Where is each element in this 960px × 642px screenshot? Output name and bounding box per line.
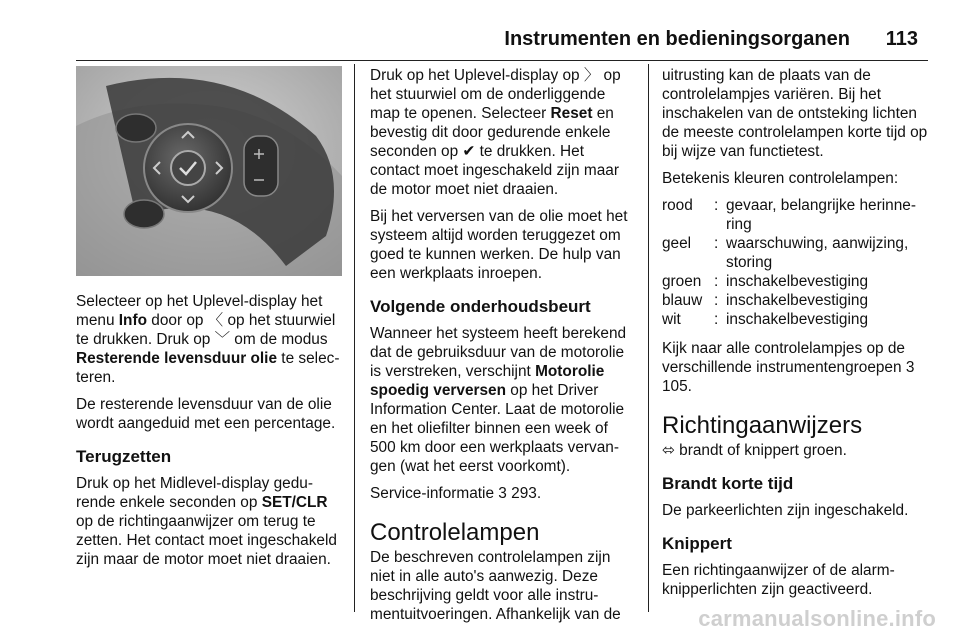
steering-wheel-controls-image xyxy=(76,66,342,276)
paragraph: uitrusting kan de plaats van de controlelampjes variëren. Bij het inschakelen van de ontsteking lichten de meeste controlelampen korte tijd op bij wijze van functietest. xyxy=(662,67,928,160)
paragraph: De beschreven controlelampen zijn niet in alle auto's aanwezig. Deze beschrijving geldt voor alle instrumentuitvoeringen. Afhankelijk van de xyxy=(370,549,621,623)
paragraph: De resterende levensduur van de olie wordt aangeduid met een percentage. xyxy=(76,396,336,432)
list-item: rood : gevaar, belangrijke herinnering xyxy=(662,197,916,233)
chapter-heading: Richtingaanwijzers xyxy=(662,412,863,439)
paragraph: Betekenis kleuren controlelampen: xyxy=(662,170,899,187)
header-divider xyxy=(76,60,928,61)
watermark: carmanualsonline.info xyxy=(698,606,936,631)
section-heading: Knippert xyxy=(662,534,732,553)
list-item: blauw : inschakelbevestiging xyxy=(662,292,869,309)
chevron-right-icon: 〉 xyxy=(583,67,600,84)
page-header xyxy=(0,18,960,58)
steering-wheel-photo-icon xyxy=(76,66,342,276)
paragraph: Druk op het Midlevel-display gedurende enkele seconden op SET/CLR op de richtingaanwijzer om terug te zetten. Het contact moet ingeschakeld zijn maar de motor moet niet draaien. xyxy=(76,475,337,568)
chevron-down-icon: ﹀ xyxy=(214,331,230,348)
paragraph: Bij het verversen van de olie moet het systeem altijd worden teruggezet om goed te kunnen werken. De hulp van een werkplaats inroepen. xyxy=(370,208,628,282)
paragraph: Selecteer op het Uplevel-display het menu Info door op 〈 op het stuurwiel te drukken. Druk op ﹀ om de modus Resterende levensduur olie te selecteren. xyxy=(76,293,340,386)
paragraph: ⬄ brandt of knippert groen. xyxy=(662,442,847,459)
list-item: groen : inschakelbevestiging xyxy=(662,273,869,290)
section-heading: Volgende onderhoudsbeurt xyxy=(370,297,591,316)
paragraph: De parkeerlichten zijn ingeschakeld. xyxy=(662,502,909,519)
paragraph: Druk op het Uplevel-display op 〉 op het stuurwiel om de onderliggende map te openen. Selecteer Reset en bevestig dit door gedurende enkele seconden op ✔ te drukken. Het contact moet ingeschakeld zijn maar de motor moet niet draaien. xyxy=(370,67,621,198)
list-item: wit : inschakelbevestiging xyxy=(662,311,869,328)
turn-signal-icon: ⬄ xyxy=(662,442,675,459)
chapter-heading: Controlelampen xyxy=(370,519,540,546)
column-1 xyxy=(76,66,342,577)
section-heading: Brandt korte tijd xyxy=(662,474,794,493)
column-divider-2 xyxy=(648,64,649,612)
paragraph: Kijk naar alle controlelampjes op de verschillende instrumentengroepen 3 105. xyxy=(662,340,915,395)
chevron-left-icon: 〈 xyxy=(207,312,224,329)
page-reference-icon: 3 xyxy=(905,359,915,376)
column-divider-1 xyxy=(354,64,355,612)
section-heading: Terugzetten xyxy=(76,447,172,466)
list-item: geel : waarschuwing, aanwijzing, storing xyxy=(662,235,909,271)
column-2 xyxy=(370,66,636,632)
page-reference-icon: 3 xyxy=(498,485,507,502)
page-title: Instrumenten en bedieningsorganen xyxy=(504,28,850,50)
paragraph: Service-informatie 3 293. xyxy=(370,485,542,502)
page-number: 113 xyxy=(885,28,918,50)
column-3 xyxy=(662,66,928,607)
paragraph: Wanneer het systeem heeft berekend dat de gebruiksduur van de motorolie is verstreken, verschijnt Motorolie spoedig verversen op het Driver Information Center. Laat de motorolie en het oliefilter binnen een week of 500 km door een werkplaats vervangen (wat het eerst voorkomt). xyxy=(370,325,627,475)
color-legend-list xyxy=(662,196,928,329)
checkmark-icon: ✔ xyxy=(462,143,476,160)
paragraph: Een richtingaanwijzer of de alarmknipperlichten zijn geactiveerd. xyxy=(662,562,895,598)
